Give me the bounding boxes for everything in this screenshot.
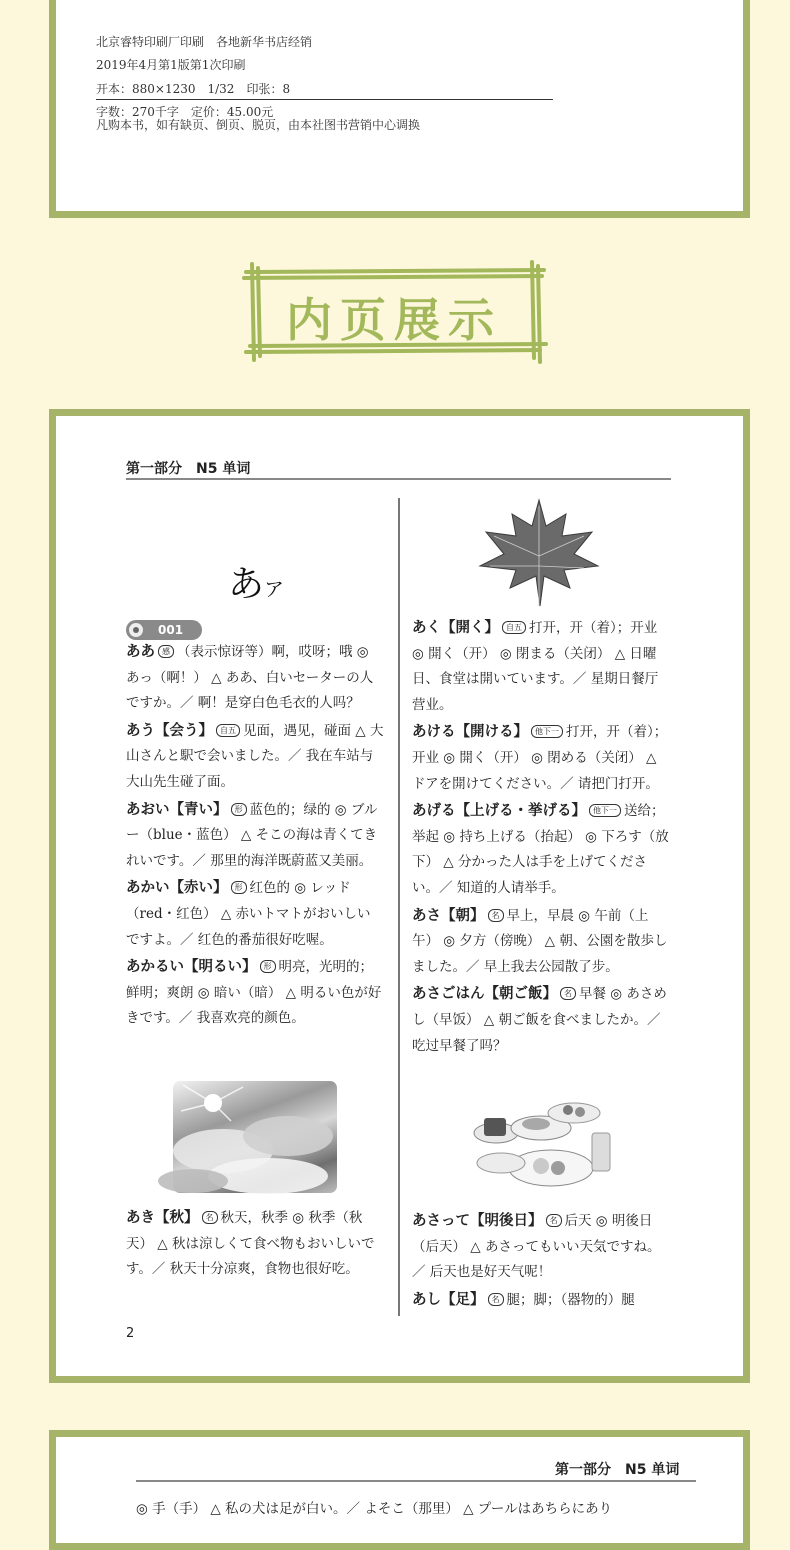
- dict-entry: [126, 876, 384, 953]
- pos-tag: 名: [202, 1211, 218, 1224]
- maple-leaf-photo: [474, 496, 604, 608]
- next-sample-page: [49, 1430, 750, 1550]
- headword: あげる【上げる・挙げる】: [412, 803, 586, 820]
- pos-tag: 形: [231, 803, 247, 816]
- sample-page: [49, 409, 750, 1383]
- pos-tag: 他下一: [589, 804, 621, 817]
- copyright-line: 2019年4月第1版第1次印刷: [96, 58, 246, 72]
- headword: あく【開く】: [412, 620, 499, 636]
- kana-heading: [228, 556, 284, 607]
- dict-entry: [126, 798, 384, 875]
- headword: あおい【青い】: [126, 801, 228, 818]
- dict-entry: [412, 1209, 670, 1286]
- pos-tag: 形: [260, 960, 276, 973]
- kana-katakana: ア: [264, 577, 285, 601]
- track-number: 001: [158, 623, 184, 637]
- headword: あう【会う】: [126, 722, 213, 739]
- pos-tag: 感: [158, 645, 174, 658]
- disc-icon: [129, 623, 143, 637]
- pos-tag: 名: [488, 909, 504, 922]
- section-banner: [244, 262, 548, 362]
- partial-entry-line: ◎ 手（手） △ 私の犬は足が白い。／ よそこ（那里） △ プールはあちらにあり: [136, 1501, 613, 1517]
- pos-tag: 名: [546, 1214, 562, 1227]
- headword: あき【秋】: [126, 1210, 199, 1226]
- entry-body: 红色的 ◎ レッド（red・红色） △ 赤いトマトがおいしいですよ。／ 红色的番茄很好吃喔。: [126, 880, 371, 948]
- banner-title: 内页展示: [286, 293, 502, 347]
- copyright-page: [49, 0, 750, 218]
- copyright-line: 字数：270千字 定价：45.00元: [96, 105, 274, 119]
- cloudy-sky-photo: [173, 1081, 337, 1193]
- left-column: [126, 640, 384, 1034]
- pos-tag: 形: [231, 881, 247, 894]
- entry-body: 早餐 ◎ あさめし（早饭） △ 朝ご飯を食べましたか。／ 吃过早餐了吗？: [412, 986, 667, 1054]
- dict-entry: [126, 1206, 384, 1283]
- breakfast-illustration-icon: [456, 1088, 626, 1198]
- dict-entry: [126, 955, 384, 1032]
- kana-hiragana: あ: [228, 564, 265, 605]
- headword: あかい【赤い】: [126, 880, 228, 897]
- breakfast-photo: [456, 1088, 626, 1198]
- entry-body: （表示惊讶等）啊，哎呀；哦 ◎ あっ（啊！） △ ああ、白いセーターの人ですか。／ 啊！是穿白色毛衣的人吗？: [126, 644, 374, 712]
- right-column: [412, 616, 670, 1061]
- headword: ああ: [126, 644, 155, 660]
- pos-tag: 他下一: [531, 725, 563, 738]
- entry-body: 见面，遇见，碰面 △ 大山さんと駅で会いました。／ 我在车站与大山先生碰了面。: [126, 722, 384, 790]
- entry-body: 秋天，秋季 ◎ 秋季（秋天） △ 秋は涼しくて食べ物もおいしいです。／ 秋天十分凉爽，食物也很好吃。: [126, 1210, 375, 1278]
- copyright-divider: [96, 99, 553, 100]
- copyright-block: [96, 7, 312, 125]
- right-column-after: [412, 1209, 670, 1315]
- copyright-note: 凡购本书，如有缺页、倒页、脱页，由本社图书营销中心调换: [96, 118, 421, 132]
- headword: あかるい【明るい】: [126, 959, 257, 976]
- pos-tag: 名: [488, 1293, 504, 1306]
- copyright-line: 北京睿特印刷厂印刷 各地新华书店经销: [96, 34, 313, 49]
- dict-entry: [126, 640, 384, 717]
- cut-line: [96, 7, 312, 31]
- entry-body: 早上，早晨 ◎ 午前（上午） ◎ 夕方（傍晚） △ 朝、公園を散歩しました。／ 早上我去公园散了步。: [412, 907, 668, 975]
- audio-track-badge: [126, 620, 202, 640]
- column-divider: [398, 498, 400, 1316]
- left-column-after: [126, 1206, 384, 1285]
- dict-entry: [412, 799, 670, 901]
- entry-body: 后天 ◎ 明後日（后天） △ あさってもいい天気ですね。／ 后天也是好天气呢！: [412, 1213, 661, 1281]
- pos-tag: 名: [560, 987, 576, 1000]
- headword: あし【足】: [412, 1291, 485, 1308]
- entry-body: 送给；举起 ◎ 持ち上げる（抬起） ◎ 下ろす（放下） △ 分かった人は手を上げてください。／ 知道的人请举手。: [412, 803, 669, 896]
- running-head: 第一部分 N5 单词: [126, 461, 251, 477]
- entry-body: 明亮，光明的；鲜明；爽朗 ◎ 暗い（暗） △ 明るい色が好きです。／ 我喜欢亮的颜色。: [126, 959, 382, 1027]
- dict-entry: [412, 720, 670, 797]
- running-head-rule: [136, 1480, 696, 1482]
- dict-entry: [412, 1288, 670, 1314]
- entry-body: 打开，开（着）；开业 ◎ 開く（开） ◎ 閉まる（关闭） △ 日曜日、食堂は開いています。／ 星期日餐厅营业。: [412, 620, 659, 713]
- sky-illustration-icon: [173, 1081, 337, 1193]
- headword: あさ【朝】: [412, 907, 485, 924]
- dict-entry: [412, 616, 670, 718]
- headword: あさって【明後日】: [412, 1213, 543, 1229]
- maple-leaf-icon: [474, 496, 604, 608]
- page-number: 2: [126, 1326, 135, 1341]
- entry-body: 打开，开（着）；开业 ◎ 開く（开） ◎ 閉める（关闭） △ ドアを開けてください。／ 请把门打开。: [412, 724, 668, 792]
- entry-body: 蓝色的；绿的 ◎ ブルー（blue・蓝色） △ そこの海は青くてきれいです。／ 那里的海洋既蔚蓝又美丽。: [126, 801, 378, 869]
- copyright-line: 开本：880×1230 1/32 印张：8: [96, 81, 291, 96]
- dict-entry: [412, 982, 670, 1059]
- pos-tag: 自五: [502, 621, 526, 634]
- running-head-rule: [126, 478, 671, 480]
- dict-entry: [412, 904, 670, 981]
- entry-body: 腿；脚；（器物的）腿: [506, 1291, 635, 1308]
- headword: あさごはん【朝ご飯】: [412, 986, 557, 1003]
- pos-tag: 自五: [216, 724, 240, 737]
- headword: あける【開ける】: [412, 724, 528, 741]
- dict-entry: [126, 719, 384, 796]
- running-head: 第一部分 N5 单词: [555, 1462, 680, 1478]
